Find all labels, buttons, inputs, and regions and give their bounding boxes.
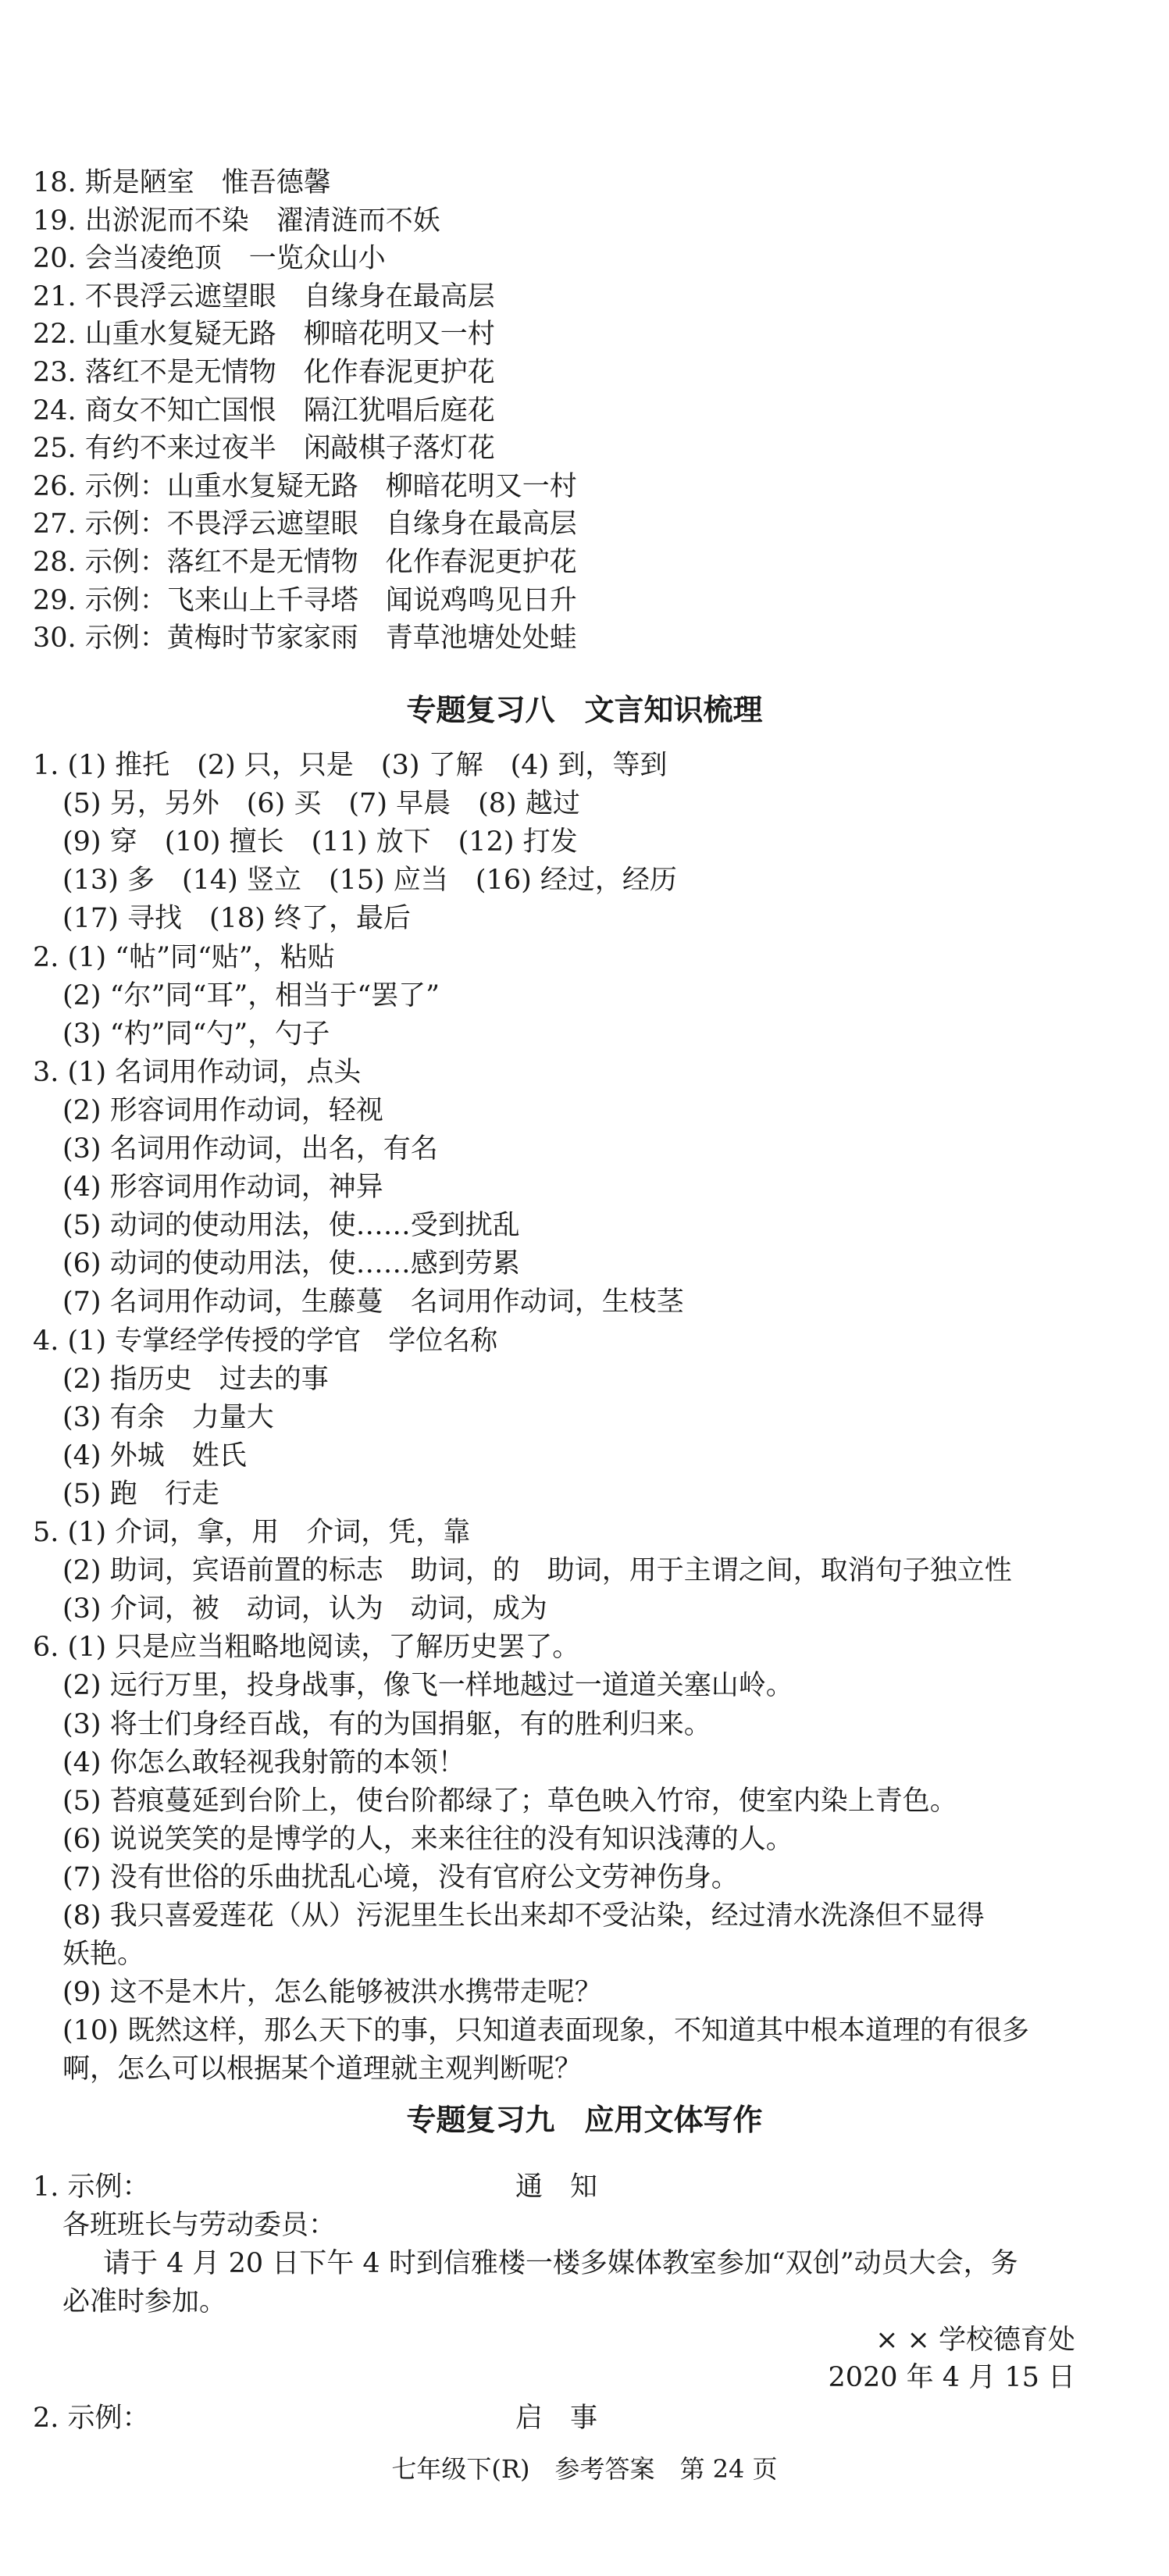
answer-line: (6) 动词的使动用法，使……感到劳累 (62, 1248, 520, 1280)
answer-line: (5) 苔痕蔓延到台阶上，使台阶都绿了；草色映入竹帘，使室内染上青色。 (62, 1785, 957, 1817)
answer-line: (2) 助词，宾语前置的标志 助词，的 助词，用于主谓之间，取消句子独立性 (62, 1555, 1012, 1587)
answer-line: (4) 外城 姓氏 (62, 1440, 247, 1472)
answer-line: (9) 穿 (10) 擅长 (11) 放下 (12) 打发 (62, 826, 578, 858)
poem-answer-line: 25. 有约不来过夜半 闲敲棋子落灯花 (33, 433, 495, 465)
answer-line: 4. (1) 专掌经学传授的学官 学位名称 (33, 1325, 498, 1357)
item-1-label: 1. 示例： (33, 2171, 150, 2203)
answer-line: (17) 寻找 (18) 终了，最后 (62, 903, 411, 935)
answer-line: 3. (1) 名词用作动词，点头 (33, 1056, 362, 1088)
answer-line: (8) 我只喜爱莲花（从）污泥里生长出来却不受沾染，经过清水洗涤但不显得 (62, 1900, 985, 1932)
notice-recipient: 各班班长与劳动委员： (62, 2210, 337, 2241)
answer-line: (2) 远行万里，投身战事，像飞一样地越过一道道关塞山岭。 (62, 1670, 793, 1702)
answer-line: (7) 名词用作动词，生藤蔓 名词用作动词，生枝茎 (62, 1286, 684, 1318)
answer-line: (5) 动词的使动用法，使……受到扰乱 (62, 1210, 520, 1242)
answer-line: 2. (1) “帖”同“贴”，粘贴 (33, 941, 335, 973)
notice-body-line-1: 请于 4 月 20 日下午 4 时到信雅楼一楼多媒体教室参加“双创”动员大会，务 (103, 2248, 1018, 2279)
answer-line: (2) 指历史 过去的事 (62, 1363, 329, 1395)
poem-answer-line: 30. 示例：黄梅时节家家雨 青草池塘处处蛙 (33, 623, 577, 655)
answer-line: (2) “尔”同“耳”，相当于“罢了” (62, 979, 440, 1011)
answer-line: (3) 名词用作动词，出名，有名 (62, 1133, 438, 1165)
poem-answer-line: 21. 不畏浮云遮望眼 自缘身在最高层 (33, 280, 495, 312)
answer-line: 1. (1) 推托 (2) 只，只是 (3) 了解 (4) 到，等到 (33, 750, 668, 781)
page-footer: 七年级下(R) 参考答案 第 24 页 (391, 2454, 778, 2484)
poem-answer-line: 26. 示例：山重水复疑无路 柳暗花明又一村 (33, 470, 577, 502)
section-9-title: 专题复习九 应用文体写作 (406, 2103, 763, 2137)
answer-line: (13) 多 (14) 竖立 (15) 应当 (16) 经过，经历 (62, 865, 677, 897)
item-2-label: 2. 示例： (33, 2403, 150, 2434)
answer-line: (4) 形容词用作动词，神异 (62, 1172, 383, 1204)
answer-line: 5. (1) 介词，拿，用 介词，凭，靠 (33, 1517, 471, 1548)
poem-answer-line: 23. 落红不是无情物 化作春泥更护花 (33, 357, 495, 388)
answer-line: 6. (1) 只是应当粗略地阅读，了解历史罢了。 (33, 1632, 580, 1664)
answer-line: (7) 没有世俗的乐曲扰乱心境，没有官府公文劳神伤身。 (62, 1861, 739, 1893)
poem-answer-line: 24. 商女不知亡国恨 隔江犹唱后庭花 (33, 394, 495, 426)
answer-line: (3) 将士们身经百战，有的为国捐躯，有的胜利归来。 (62, 1708, 711, 1740)
section-8-title: 专题复习八 文言知识梳理 (406, 693, 763, 727)
poem-answer-line: 18. 斯是陋室 惟吾德馨 (33, 167, 331, 198)
notice-body-line-2: 必准时参加。 (62, 2286, 227, 2317)
answer-line: 啊，怎么可以根据某个道理就主观判断呢？ (62, 2053, 583, 2085)
poem-answer-line: 20. 会当凌绝顶 一览众山小 (33, 243, 386, 275)
poem-answer-line: 19. 出淤泥而不染 濯清涟而不妖 (33, 205, 440, 237)
notice-sender: × × 学校德育处 (875, 2324, 1075, 2356)
answer-line: 妖艳。 (62, 1939, 145, 1971)
announcement-title: 启 事 (515, 2403, 598, 2434)
poem-answer-line: 29. 示例：飞来山上千寻塔 闻说鸡鸣见日升 (33, 584, 577, 616)
answer-line: (3) 介词，被 动词，认为 动词，成为 (62, 1593, 547, 1625)
answer-line: (2) 形容词用作动词，轻视 (62, 1094, 383, 1126)
answer-line: (5) 跑 行走 (62, 1478, 219, 1510)
notice-title: 通 知 (515, 2171, 598, 2203)
answer-line: (9) 这不是木片，怎么能够被洪水携带走呢？ (62, 1977, 602, 2009)
answer-line: (10) 既然这样，那么天下的事，只知道表面现象，不知道其中根本道理的有很多 (62, 2015, 1029, 2047)
answer-line: (3) “杓”同“勺”，勺子 (62, 1018, 330, 1050)
answer-line: (6) 说说笑笑的是博学的人，来来往往的没有知识浅薄的人。 (62, 1823, 793, 1855)
answer-line: (3) 有余 力量大 (62, 1401, 274, 1433)
answer-line: (4) 你怎么敢轻视我射箭的本领！ (62, 1746, 465, 1779)
notice-date: 2020 年 4 月 15 日 (828, 2362, 1075, 2393)
poem-answer-line: 28. 示例：落红不是无情物 化作春泥更护花 (33, 547, 577, 578)
poem-answer-line: 27. 示例：不畏浮云遮望眼 自缘身在最高层 (33, 508, 577, 541)
answer-line: (5) 另，另外 (6) 买 (7) 早晨 (8) 越过 (62, 788, 580, 820)
poem-answer-line: 22. 山重水复疑无路 柳暗花明又一村 (33, 319, 495, 351)
